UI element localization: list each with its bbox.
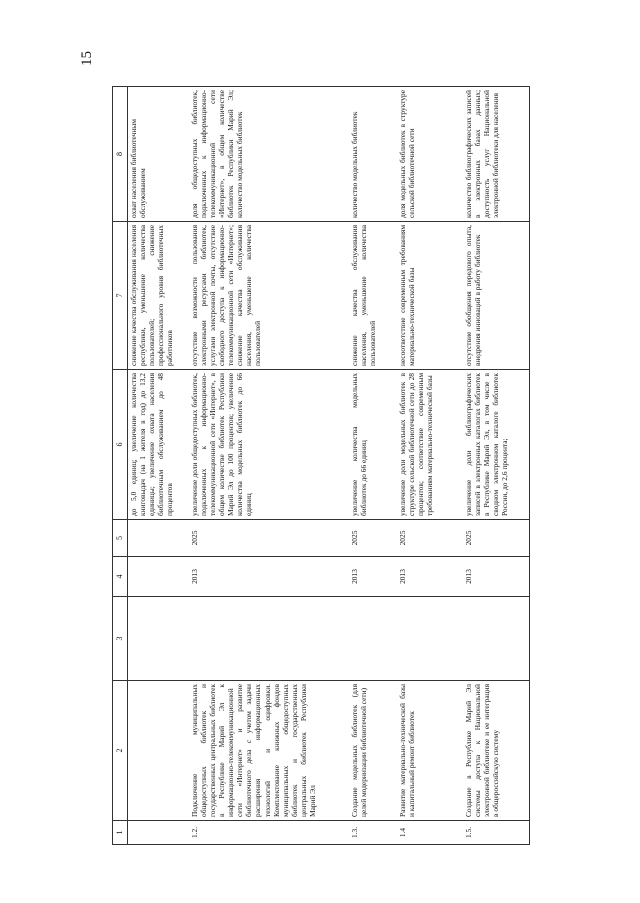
non-implementation-consequence: отсутствие обобщения передового опыта, внедрения инноваций в работу библиотек xyxy=(463,222,529,370)
table-row xyxy=(397,87,463,845)
executor-cell xyxy=(463,597,529,681)
non-implementation-consequence: отсутствие возможности пользования электронными ресурсами библиотек, услугами электронной почты, отсутствие свободного доступа к информационно-телекоммуникационной сети «Интернет»; снижение качества обслуживания населения, уменьшение количества пользователей xyxy=(189,222,349,370)
page-number: 15 xyxy=(79,51,95,66)
executor-cell xyxy=(397,597,463,681)
expected-result: увеличение количества модельных библиотек до 66 единиц xyxy=(349,370,397,520)
executor-cell xyxy=(189,597,349,681)
header-col-8: 8 xyxy=(113,87,128,222)
start-year xyxy=(127,557,189,597)
end-year xyxy=(127,520,189,557)
header-col-1: 1 xyxy=(113,821,128,845)
end-year: 2025 xyxy=(189,520,349,557)
row-number: 1.4 xyxy=(397,821,463,845)
header-row xyxy=(113,87,128,845)
expected-result: до 5,0 единиц; увеличение количества книговыдач (на 1 жителя в год) до 13,2 единицы; увеличение охвата населения библиотечным обслуживанием до 48 процентов xyxy=(127,370,189,520)
row-number: 1.2. xyxy=(189,821,349,845)
end-year: 2025 xyxy=(397,520,463,557)
row-number: 1.5. xyxy=(463,821,529,845)
row-number xyxy=(127,821,189,845)
end-year: 2025 xyxy=(349,520,397,557)
row-number: 1.3. xyxy=(349,821,397,845)
program-measures-table xyxy=(112,86,530,845)
linked-indicator: доля общедоступных библиотек, подключенных к информационно-телекоммуникационной сети «Интернет», в общем количестве библиотек Республики Марий Эл; количество модельных библиотек xyxy=(189,87,349,222)
header-col-3: 3 xyxy=(113,597,128,681)
measure-name: Создание в Республике Марий Эл системы доступа к Национальной электронной библиотеке и ее интеграция в общероссийскую систему xyxy=(463,681,529,821)
expected-result: увеличение доли модельных библиотек в структуре сельской библиотечной сети до 28 процентов; соответствие современным требованиям материально-технической базы xyxy=(397,370,463,520)
rotated-table-container xyxy=(112,87,514,845)
start-year: 2013 xyxy=(397,557,463,597)
measure-name: Создание модельных библиотек (для целей модернизации библиотечной сети) xyxy=(349,681,397,821)
start-year: 2013 xyxy=(189,557,349,597)
linked-indicator: доля модельных библиотек в структуре сельской библиотечной сети xyxy=(397,87,463,222)
non-implementation-consequence: снижение качества обслуживания населения республики, уменьшение количества пользователей; снижение профессионального уровня библиотечных работников xyxy=(127,222,189,370)
measure-name xyxy=(127,681,189,821)
executor-cell xyxy=(349,597,397,681)
end-year: 2025 xyxy=(463,520,529,557)
table-row xyxy=(349,87,397,845)
non-implementation-consequence: несоответствие современным требованиям материально-технической базы xyxy=(397,222,463,370)
table-row xyxy=(189,87,349,845)
measure-name: Развитие материально-технической базы и капитальный ремонт библиотек xyxy=(397,681,463,821)
table-row xyxy=(127,87,189,845)
start-year: 2013 xyxy=(349,557,397,597)
table-row xyxy=(463,87,529,845)
header-col-7: 7 xyxy=(113,222,128,370)
linked-indicator: количество модельных библиотек xyxy=(349,87,397,222)
header-col-5: 5 xyxy=(113,520,128,557)
non-implementation-consequence: снижение качества обслуживания населения, уменьшение количества пользователей xyxy=(349,222,397,370)
header-col-6: 6 xyxy=(113,370,128,520)
header-col-2: 2 xyxy=(113,681,128,821)
start-year: 2013 xyxy=(463,557,529,597)
expected-result: увеличение доли общедоступных библиотек, подключенных к информационно-телекоммуникационной сети «Интернет», в общем количестве библиотек Республики Марий Эл до 100 процентов; увеличение количества модельных библиотек до 66 единиц xyxy=(189,370,349,520)
expected-result: увеличение доли библиографических записей в электронных каталогах библиотек в Республике Марий Эл, в том числе в сводном электронном каталоге библиотек России, до 2,6 процента; xyxy=(463,370,529,520)
executor-cell xyxy=(127,597,189,681)
measure-name: Подключение муниципальных общедоступных библиотек и государственных центральных библиотек в Республике Марий Эл к информационно-телекоммуникационной сети «Интернет» и развитие библиотечного дела с учетом задачи расширения информационных технологий и оцифровки. Комплектование книжных фондов муниципальных общедоступных библиотек и государственных центральных библиотек Республики Марий Эл xyxy=(189,681,349,821)
header-col-4: 4 xyxy=(113,557,128,597)
linked-indicator: охват населения библиотечным обслуживанием xyxy=(127,87,189,222)
linked-indicator: количество библиографических записей в электронных базах данных; доступность услуг Национальной электронной библиотеки для населения xyxy=(463,87,529,222)
